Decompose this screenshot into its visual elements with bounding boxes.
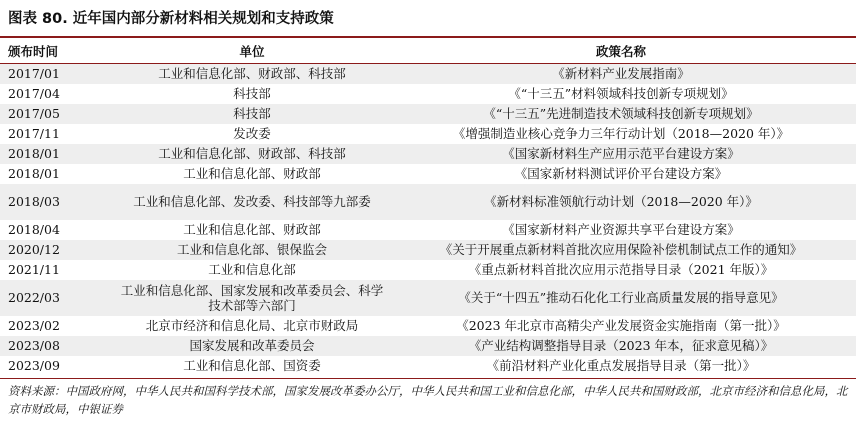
row-unit: 工业和信息化部、国资委	[183, 358, 321, 374]
table-row	[0, 316, 856, 336]
row-date: 2018/01	[8, 166, 60, 182]
row-policy: 《新材料产业发展指南》	[552, 66, 690, 82]
table-body	[0, 64, 856, 376]
row-policy: 《前沿材料产业化重点发展指导目录（第一批）》	[486, 358, 756, 374]
row-policy: 《国家新材料生产应用示范平台建设方案》	[502, 146, 740, 162]
header-unit: 单位	[239, 44, 265, 59]
table-bottom-rule	[0, 378, 856, 379]
row-unit: 工业和信息化部、财政部、科技部	[158, 66, 346, 82]
table-row	[0, 220, 856, 240]
row-policy: 《新材料标准领航行动计划（2018—2020 年）》	[484, 194, 758, 210]
table-row	[0, 280, 856, 316]
row-date: 2023/09	[8, 358, 60, 374]
table-top-rule	[0, 36, 856, 38]
row-unit: 工业和信息化部、银保监会	[176, 242, 327, 258]
row-policy: 《“十三五”材料领域科技创新专项规划》	[508, 86, 734, 102]
table-row	[0, 356, 856, 376]
row-unit: 工业和信息化部、财政部	[183, 166, 321, 182]
table-header	[0, 40, 856, 62]
row-policy: 《国家新材料产业资源共享平台建设方案》	[502, 222, 740, 238]
row-date: 2022/03	[8, 290, 60, 306]
table-row	[0, 336, 856, 356]
row-date: 2023/02	[8, 318, 60, 334]
row-policy: 《增强制造业核心竞争力三年行动计划（2018—2020 年）》	[452, 126, 790, 142]
row-date: 2017/01	[8, 66, 60, 82]
table-row	[0, 84, 856, 104]
row-policy: 《国家新材料测试评价平台建设方案》	[514, 166, 728, 182]
row-date: 2018/03	[8, 194, 60, 210]
row-date: 2017/04	[8, 86, 60, 102]
row-policy: 《“十三五”先进制造技术领域科技创新专项规划》	[483, 106, 759, 122]
table-row	[0, 240, 856, 260]
row-unit: 工业和信息化部、国家发展和改革委员会、科学技术部等六部门	[120, 282, 384, 313]
row-policy: 《2023 年北京市高精尖产业发展资金实施指南（第一批）》	[456, 318, 786, 334]
table-row	[0, 164, 856, 184]
row-unit: 工业和信息化部、财政部	[183, 222, 321, 238]
row-unit: 发改委	[233, 126, 271, 142]
figure-title: 图表 80. 近年国内部分新材料相关规划和支持政策	[8, 11, 334, 27]
row-policy: 《关于“十四五”推动石化化工行业高质量发展的指导意见》	[458, 290, 784, 306]
table-row	[0, 184, 856, 220]
header-date: 颁布时间	[8, 44, 59, 59]
row-date: 2021/11	[8, 262, 60, 278]
row-policy: 《关于开展重点新材料首批次应用保险补偿机制试点工作的通知》	[439, 242, 803, 258]
row-unit: 工业和信息化部、财政部、科技部	[158, 146, 346, 162]
row-unit: 国家发展和改革委员会	[189, 338, 315, 354]
row-date: 2017/05	[8, 106, 60, 122]
row-unit: 工业和信息化部	[208, 262, 296, 278]
row-unit: 北京市经济和信息化局、北京市财政局	[145, 318, 359, 334]
table-row	[0, 104, 856, 124]
source-note: 资料来源：中国政府网，中华人民共和国科学技术部，国家发展改革委办公厅，中华人民共和国工业和信息化部，中华人民共和国财政部，北京市经济和信息化局，北京市财政局，中银证券	[8, 384, 848, 416]
row-date: 2018/04	[8, 222, 60, 238]
row-policy: 《产业结构调整指导目录（2023 年本，征求意见稿）》	[468, 338, 774, 354]
row-date: 2023/08	[8, 338, 60, 354]
table-row	[0, 260, 856, 280]
row-policy: 《重点新材料首批次应用示范指导目录（2021 年版）》	[468, 262, 774, 278]
row-date: 2020/12	[8, 242, 60, 258]
row-unit: 工业和信息化部、发改委、科技部等九部委	[133, 194, 371, 210]
row-unit: 科技部	[233, 86, 271, 102]
table-row	[0, 144, 856, 164]
row-date: 2018/01	[8, 146, 60, 162]
table-row	[0, 64, 856, 84]
row-date: 2017/11	[8, 126, 60, 142]
row-unit: 科技部	[233, 106, 271, 122]
header-policy: 政策名称	[595, 44, 646, 59]
table-row	[0, 124, 856, 144]
